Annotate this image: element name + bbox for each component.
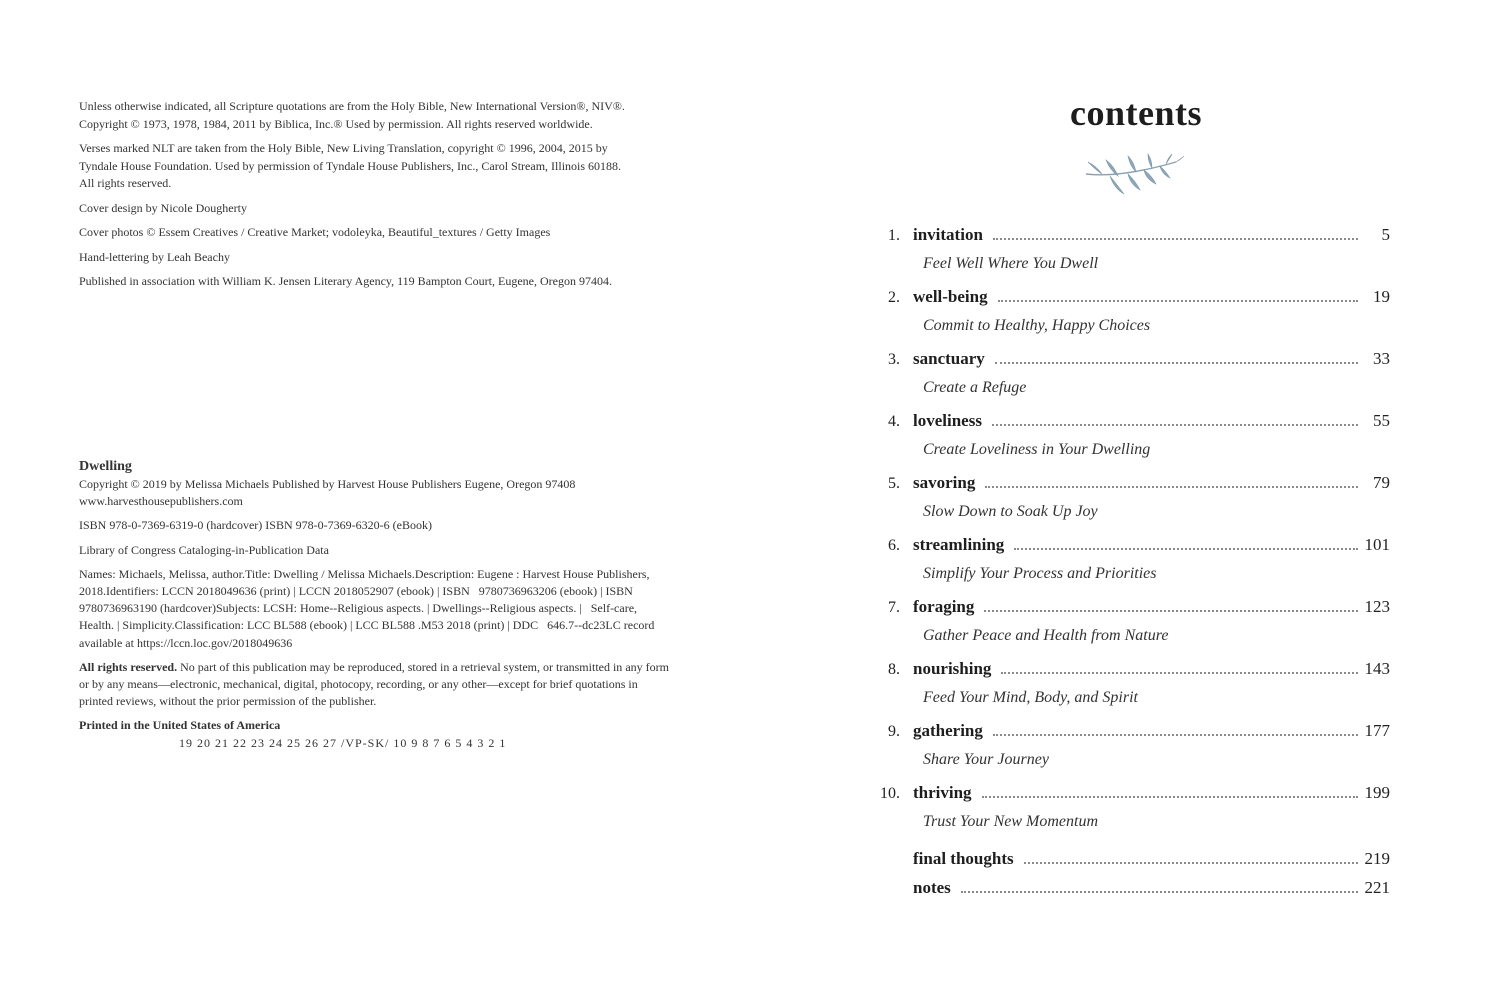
page-number: 177 [1364,721,1390,740]
leader-dots [1024,862,1358,864]
printer-line: 19 20 21 22 23 24 25 26 27 /VP-SK/ 10 9 8 7 6 5 4 3 2 1 [179,735,507,750]
chapter-title[interactable]: well-being [913,287,988,306]
cip-data [79,566,669,652]
toc-row [856,349,1390,375]
page-number: 123 [1364,597,1390,616]
toc-entry[interactable] [856,535,1390,589]
chapter-subtitle: Commit to Healthy, Happy Choices [923,317,1151,334]
hand-lettering-credit: Hand-lettering by Leah Beachy [79,249,230,264]
page-number: 5 [1381,225,1390,244]
table-of-contents [856,225,1390,907]
toc-row [856,878,1390,904]
leader-dots [993,734,1358,736]
leader-dots [992,424,1358,426]
toc-row [856,225,1390,251]
toc-entry[interactable] [856,349,1390,403]
page-number: 79 [1373,473,1390,492]
toc-entry[interactable] [856,878,1390,904]
chapter-title[interactable]: foraging [913,597,975,616]
toc-entry[interactable] [856,287,1390,341]
toc-entry[interactable] [856,597,1390,651]
chapter-number: 2. [888,289,900,306]
chapter-title[interactable]: loveliness [913,411,982,430]
toc-entry[interactable] [856,225,1390,279]
chapter-number: 6. [888,537,900,554]
publisher-line: Eugene, Oregon 97408 [464,477,576,491]
leader-dots [961,891,1358,893]
rights-statement: All rights reserved. No part of this publication may be reproduced, stored in a retrieval system, or transmitted in any form or by any means—electronic, mechanical, digital, photocopy, recording, or any other—except for brief quotations in printed reviews, without the prior permission of the publisher. [79,659,669,709]
leader-dots [1014,548,1358,550]
chapter-number: 5. [888,475,900,492]
toc-row [856,721,1390,747]
cip-line: Description: Eugene : Harvest House Publishers, 2018. [79,566,650,599]
cip-heading: Library of Congress Cataloging-in-Publication Data [79,542,329,557]
toc-row [856,411,1390,437]
chapter-subtitle: Share Your Journey [923,751,1049,768]
publication-details [79,458,669,759]
isbn-hardcover: ISBN 978-0-7369-6319-0 (hardcover) [79,518,263,533]
chapter-number: 8. [888,661,900,678]
toc-row [856,473,1390,499]
cip-line: 9780736963206 (ebook) | ISBN 9780736963190 (hardcover) [79,584,633,616]
publisher-url: www.harvesthousepublishers.com [79,494,243,509]
leader-dots [985,486,1358,488]
cip-line: Identifiers: LCCN 2018049636 (print) | LCCN 2018052907 (ebook) | ISBN [106,584,470,599]
chapter-title[interactable]: notes [913,878,951,897]
chapter-number: 10. [880,785,900,802]
cip-line: Subjects: LCSH: Home--Religious aspects. | Dwellings--Religious aspects. | [215,601,582,616]
chapter-subtitle: Create Loveliness in Your Dwelling [923,441,1151,458]
chapter-number: 4. [888,413,900,430]
chapter-title[interactable]: gathering [913,721,983,740]
page-number: 219 [1364,849,1390,868]
printed-in: Printed in the United States of America [79,718,281,733]
toc-entry[interactable] [856,473,1390,527]
cip-line: Names: Michaels, Melissa, author. [79,566,245,581]
chapter-title[interactable]: thriving [913,783,972,802]
publisher-line: Copyright © 2019 by Melissa Michaels [79,477,270,491]
page-number: 199 [1364,783,1390,802]
chapter-subtitle: Slow Down to Soak Up Joy [923,503,1098,520]
cover-design-credit: Cover design by Nicole Dougherty [79,200,247,215]
toc-row [856,597,1390,623]
literary-agency-note: Published in association with William K. Jensen Literary Agency, 119 Bampton Court, Eugene, Oregon 97404. [79,274,612,288]
toc-entry[interactable] [856,411,1390,465]
chapter-number: 3. [888,351,900,368]
scripture-notice: Unless otherwise indicated, all Scripture quotations are from the Holy Bible, New International Version®, NIV®. Copyright © 1973, 1978, 1984, 2011 by Biblica, Inc.® Used by permission. All rights reserved worldwide. [79,99,625,131]
chapter-subtitle: Gather Peace and Health from Nature [923,627,1169,644]
isbn-ebook: ISBN 978-0-7369-6320-6 (eBook) [265,518,432,533]
cip-line: Self-care, Health. | Simplicity. [79,601,638,633]
leader-dots [982,796,1358,798]
chapter-title[interactable]: nourishing [913,659,992,678]
cip-line: LC record available at https://lccn.loc.gov/2018049636 [79,618,655,650]
toc-row [856,287,1390,313]
toc-row [856,783,1390,809]
chapter-subtitle: Create a Refuge [923,379,1027,396]
cip-line: Title: Dwelling / Melissa Michaels. [244,566,415,581]
nlt-notice: Verses marked NLT are taken from the Holy Bible, New Living Translation, copyright © 1996, 2004, 2015 by Tyndale House Foundation. Used by permission of Tyndale House Publishers, Inc., Carol Stream, Illinois 60188. All rights reserved. [79,141,622,190]
page-number: 143 [1364,659,1390,678]
leader-dots [984,610,1358,612]
page-number: 33 [1373,349,1390,368]
cover-photos-credit: Cover photos © Essem Creatives / Creative Market; vodoleyka, Beautiful_textures / Getty Images [79,225,551,239]
toc-entry[interactable] [856,721,1390,775]
chapter-title[interactable]: invitation [913,225,983,244]
chapter-title[interactable]: sanctuary [913,349,985,368]
toc-row [856,849,1390,875]
chapter-subtitle: Feed Your Mind, Body, and Spirit [923,689,1138,706]
leader-dots [993,238,1358,240]
chapter-title[interactable]: final thoughts [913,849,1014,868]
toc-row [856,535,1390,561]
leader-dots [995,362,1358,364]
book-title: Dwelling [79,459,132,474]
contents-title: contents [1070,93,1202,133]
cip-line: Classification: LCC BL588 (ebook) | LCC BL588 .M53 2018 (print) | DDC [174,618,539,633]
cip-line: 646.7--dc23 [547,618,606,633]
chapter-subtitle: Feel Well Where You Dwell [923,255,1099,272]
toc-entry[interactable] [856,783,1390,837]
publisher-line: Published by Harvest House Publishers [272,477,462,491]
chapter-number: 9. [888,723,900,740]
page-number: 55 [1373,411,1390,430]
toc-row [856,659,1390,685]
chapter-title[interactable]: streamlining [913,535,1005,554]
copyright-notices [79,98,669,298]
chapter-number: 1. [888,227,900,244]
page-number: 19 [1373,287,1390,306]
toc-entry[interactable] [856,659,1390,713]
leader-dots [998,300,1358,302]
toc-entry[interactable] [856,849,1390,875]
olive-branch-icon [1080,152,1184,200]
page-number: 101 [1364,535,1390,554]
chapter-subtitle: Trust Your New Momentum [923,813,1098,830]
chapter-subtitle: Simplify Your Process and Priorities [923,565,1157,582]
leader-dots [1001,672,1358,674]
page-number: 221 [1364,878,1390,897]
chapter-number: 7. [888,599,900,616]
chapter-title[interactable]: savoring [913,473,976,492]
